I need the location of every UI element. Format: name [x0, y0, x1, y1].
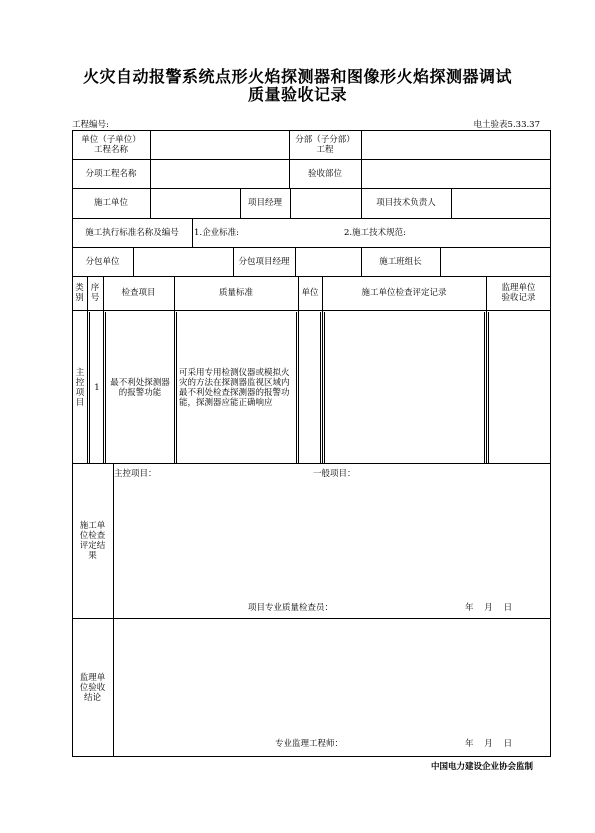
col-unit: 单位 [301, 288, 319, 298]
subcontract-unit-value[interactable] [133, 247, 233, 276]
row-supervision-record[interactable] [489, 312, 551, 463]
team-leader-value[interactable] [440, 247, 551, 276]
project-number-label: 工程编号: [72, 120, 109, 130]
col-check-item: 检查项目 [121, 288, 156, 298]
construction-eval-label: 施工单位检查评定结果 [79, 520, 106, 561]
construction-eval-date[interactable]: 年 月 日 [465, 603, 513, 613]
sub-project-label: 分部（子分部） 工程 [295, 134, 355, 155]
row-check-item: 最不利处探测器的报警功能 [110, 377, 170, 398]
row-category: 主控项目 [75, 367, 85, 408]
construction-eval-main-items[interactable]: 主控项目： [114, 469, 157, 479]
tech-lead-label: 项目技术负责人 [376, 198, 436, 208]
team-leader-label: 施工班组长 [379, 256, 422, 267]
row-seq: 1 [94, 382, 100, 393]
unit-project-label: 单位（子单位） 工程名称 [81, 134, 141, 155]
item-project-value[interactable] [150, 159, 289, 188]
form-number: 电土验表5.33.37 [473, 120, 540, 130]
supervision-eval-date[interactable]: 年 月 日 [465, 739, 513, 749]
subcontract-pm-label: 分包项目经理 [238, 256, 290, 267]
item-project-label: 分项工程名称 [85, 168, 137, 179]
col-quality-standard: 质量标准 [218, 288, 253, 298]
footer-issuer: 中国电力建设企业协会监制 [430, 762, 533, 772]
project-manager-value[interactable] [290, 188, 361, 218]
unit-project-value[interactable] [150, 130, 289, 159]
form-title-line2: 质量验收记录 [247, 85, 347, 104]
standard-label: 施工执行标准名称及编号 [85, 227, 179, 238]
subcontract-pm-value[interactable] [295, 247, 361, 276]
col-supervision-record: 监理单位 验收记录 [501, 283, 536, 303]
row-construction-record[interactable] [325, 312, 484, 463]
col-seq: 序号 [90, 283, 100, 303]
construction-unit-label: 施工单位 [93, 198, 128, 208]
subcontract-unit-label: 分包单位 [85, 256, 120, 267]
col-construction-record: 施工单位检查评定记录 [361, 288, 447, 298]
supervision-eval-label: 监理单位验收结论 [79, 672, 106, 703]
sub-project-value[interactable] [361, 130, 551, 159]
row-unit[interactable] [298, 312, 322, 463]
col-category: 类别 [75, 283, 84, 303]
construction-tech-spec-label[interactable]: 2.施工技术规范: [344, 227, 406, 238]
supervision-engineer-label: 专业监理工程师： [275, 739, 344, 749]
enterprise-standard-label[interactable]: 1.企业标准: [194, 227, 239, 238]
acceptance-part-label: 验收部位 [307, 168, 342, 179]
project-manager-label: 项目经理 [247, 198, 282, 208]
construction-eval-general-items[interactable]: 一般项目： [313, 469, 356, 479]
form-title-line1: 火灾自动报警系统点形火焰探测器和图像形火焰探测器调试 [82, 67, 512, 86]
construction-unit-value[interactable] [150, 188, 240, 218]
row-quality-standard: 可采用专用检测仪器或模拟火灾的方法在探测器监视区域内最不利处检查探测器的报警功能，探测器应能正确响应 [179, 367, 290, 408]
tech-lead-value[interactable] [451, 188, 551, 218]
acceptance-part-value[interactable] [361, 159, 551, 188]
quality-inspector-label: 项目专业质量检查员： [248, 603, 334, 613]
